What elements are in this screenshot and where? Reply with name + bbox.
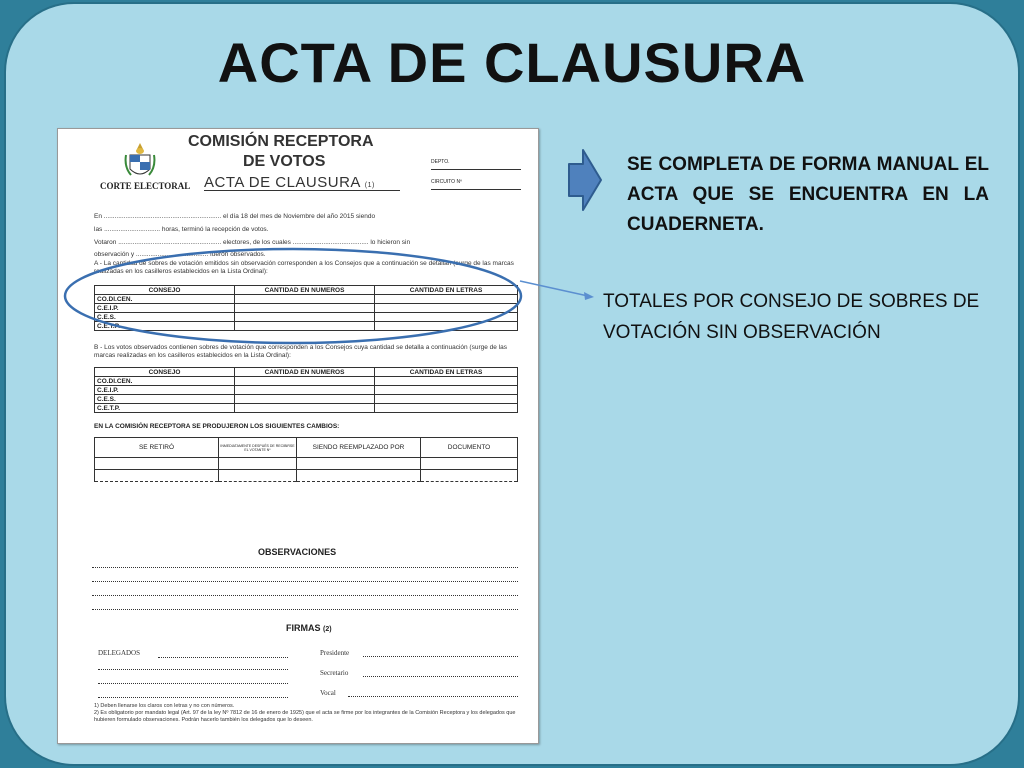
vocal-label: Vocal [320, 689, 336, 697]
table-a [94, 285, 518, 331]
th-numeros: CANTIDAD EN NUMEROS [235, 286, 375, 295]
section-b-text: B - Los votos observados contienen sobres de votación que corresponden a los Consejos cuya cantidad se detalla a continuación (surge de las marcas realizadas en los casilleros establecidos en la Lista Ordinal): [94, 344, 508, 359]
firmas-text: FIRMAS [286, 623, 321, 633]
th-consejo: CONSEJO [95, 286, 235, 295]
footnote-2: 2) Es obligatorio por mandato legal (Art. 97 de la ley Nº 7812 de 16 de enero de 1925) que el acta se firme por los integrantes de la Comisión Receptora y los delegados que hubieren formulado observaciones. Podrán hacerlo también los delegados que lo deseen. [94, 710, 516, 723]
form-line-4: observación y ........................................ fueron observados. [94, 251, 266, 258]
th-numeros-b: CANTIDAD EN NUMEROS [235, 368, 375, 377]
th-consejo-b: CONSEJO [95, 368, 235, 377]
sig-line [158, 657, 288, 658]
obs-line [92, 609, 518, 610]
circuito-field: CIRCUITO Nº [431, 179, 521, 190]
delegados-label: DELEGADOS [98, 649, 140, 657]
row-ces: C.E.S. [95, 313, 235, 322]
callout-manual-text: SE COMPLETA DE FORMA MANUAL EL ACTA QUE SE ENCUENTRA EN LA CUADERNETA. [627, 154, 989, 235]
row-codicen: CO.DI.CEN. [95, 295, 235, 304]
depto-field: DEPTO. [431, 159, 521, 170]
th-letras: CANTIDAD EN LETRAS [375, 286, 518, 295]
row-cetp-b: C.E.T.P. [95, 404, 235, 413]
coat-of-arms-icon [123, 141, 157, 181]
form-line-2: las ............................... horas, terminó la recepción de votos. [94, 226, 269, 233]
sig-line [98, 683, 288, 684]
th-letras-b: CANTIDAD EN LETRAS [375, 368, 518, 377]
sig-line [98, 697, 288, 698]
obs-line [92, 581, 518, 582]
doc-heading-1: COMISIÓN RECEPTORA [188, 133, 374, 150]
th-se-retiro: SE RETIRÓ [95, 438, 219, 458]
form-title-text: ACTA DE CLAUSURA [204, 174, 361, 191]
presidente-label: Presidente [320, 649, 350, 657]
sig-line [98, 669, 288, 670]
sig-line [363, 676, 518, 677]
firmas-note: (2) [323, 626, 332, 633]
sig-line [348, 696, 518, 697]
section-a-text: A - La cantidad de sobres de votación emitidos sin observación corresponden a los Consejos que a continuación se detallan (surge de las marcas realizadas en los casilleros establecidos en la Lista Ordinal): [94, 260, 514, 275]
th-reemplazado: SIENDO REEMPLAZADO POR [297, 438, 421, 458]
row-codicen-b: CO.DI.CEN. [95, 377, 235, 386]
footnotes [94, 703, 522, 724]
slide-title: ACTA DE CLAUSURA [217, 31, 807, 94]
title-underline [204, 190, 400, 191]
org-name: CORTE ELECTORAL [100, 181, 191, 191]
right-arrow-icon [567, 148, 603, 212]
acta-document-image [57, 128, 539, 744]
th-documento: DOCUMENTO [421, 438, 518, 458]
cambios-title: EN LA COMISIÓN RECEPTORA SE PRODUJERON LOS SIGUIENTES CAMBIOS: [94, 423, 340, 430]
obs-line [92, 567, 518, 568]
row-cetp: C.E.T.P. [95, 322, 235, 331]
obs-line [92, 595, 518, 596]
form-line-3: Votaron ......................................................... electores, de los cuales .......................................... lo hicieron sin [94, 239, 411, 246]
sig-line [363, 656, 518, 657]
row-ces-b: C.E.S. [95, 395, 235, 404]
secretario-label: Secretario [320, 669, 349, 677]
observaciones-heading: OBSERVACIONES [258, 547, 337, 557]
row-ceip: C.E.I.P. [95, 304, 235, 313]
doc-form-title [204, 174, 375, 191]
row-ceip-b: C.E.I.P. [95, 386, 235, 395]
doc-heading-2: DE VOTOS [243, 153, 326, 170]
callout-totales-text: TOTALES POR CONSEJO DE SOBRES DE VOTACIÓN SIN OBSERVACIÓN [603, 291, 980, 343]
firmas-heading [286, 623, 332, 633]
form-line-1: En ................................................................. el día 18 del mes de Noviembre del año 2015 siendo [94, 213, 376, 220]
form-title-note: (1) [364, 182, 375, 189]
table-b [94, 367, 518, 413]
th-inmediatamente: INMEDIATAMENTE DESPUÉS DE RECIBIRSE EL VOTANTE Nº [219, 438, 297, 458]
footnote-1: 1) Deben llenarse los claros con letras y no con números. [94, 703, 235, 709]
cambios-table [94, 437, 518, 482]
